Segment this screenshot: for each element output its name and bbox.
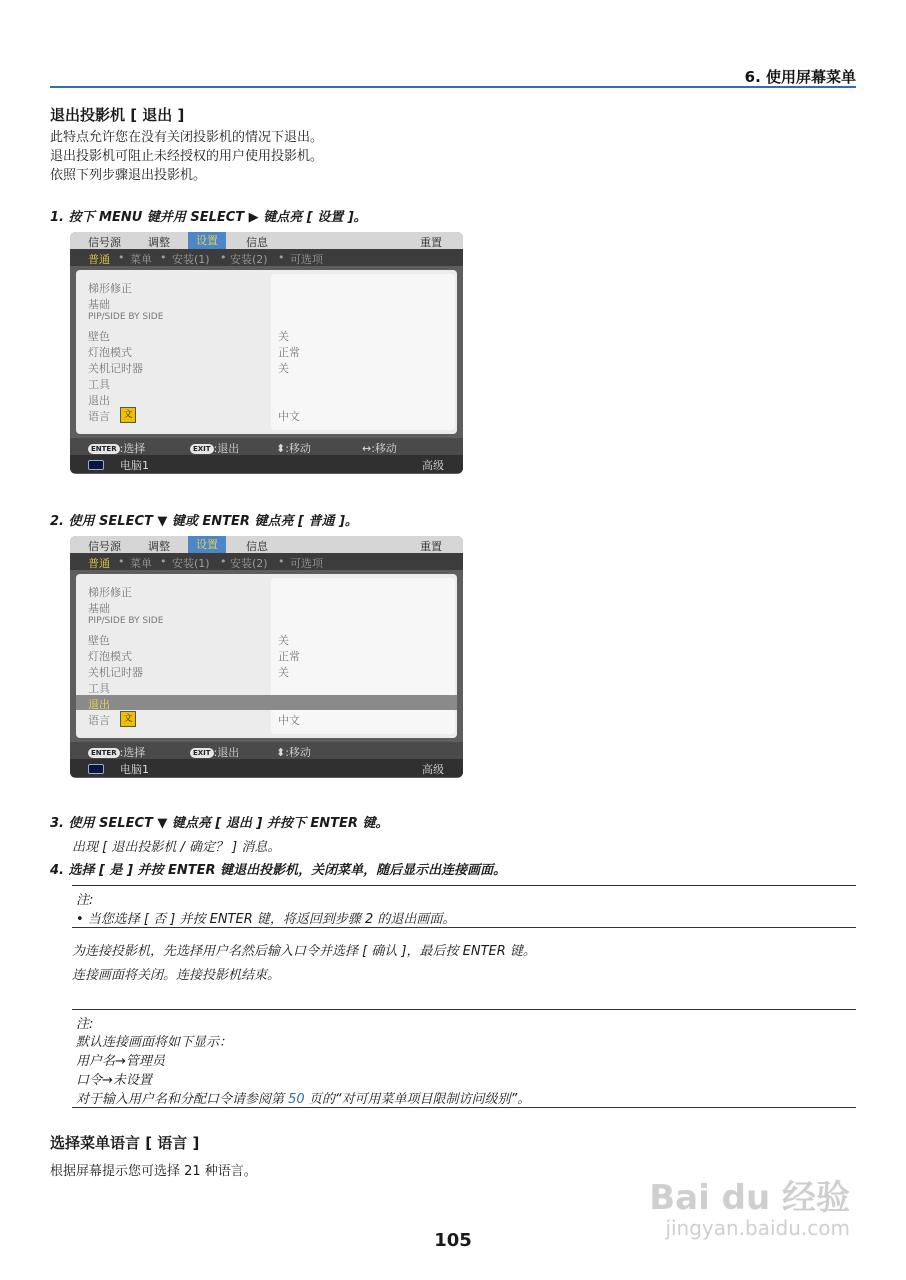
item-lamp-mode[interactable]: 灯泡模式: [88, 346, 132, 359]
exit-key-icon: EXIT: [190, 444, 214, 454]
header-rule: [50, 86, 856, 88]
item-logoff-selected[interactable]: 退出: [88, 698, 110, 711]
intro-line-3: 依照下列步骤退出投影机。: [50, 168, 207, 183]
subtab-menu[interactable]: 菜单: [130, 253, 152, 266]
subtab-install1[interactable]: 安装(1): [172, 557, 210, 570]
item-keystone[interactable]: 梯形修正: [88, 586, 132, 599]
monitor-icon: [88, 764, 104, 774]
item-logoff[interactable]: 退出: [88, 394, 110, 407]
note2-line-1: 默认连接画面将如下显示：: [76, 1035, 233, 1050]
login-end: 连接画面将关闭。连接投影机结束。: [72, 968, 281, 983]
language-icon: 文: [120, 407, 136, 423]
menu-screenshot-2: [70, 536, 463, 778]
menu-tabbar: [70, 536, 463, 553]
item-off-timer[interactable]: 关机记时器: [88, 362, 143, 375]
note2-bottom-rule: [72, 1107, 856, 1108]
subtab-options[interactable]: 可选项: [290, 557, 323, 570]
menu-panel: [76, 270, 457, 434]
item-keystone[interactable]: 梯形修正: [88, 282, 132, 295]
subtab-general[interactable]: 普通: [88, 253, 110, 266]
menu-hints: [70, 742, 463, 759]
menu-hints: [70, 438, 463, 455]
item-basic[interactable]: 基础: [88, 298, 110, 311]
value-wall-color: 关: [278, 634, 289, 647]
value-lamp-mode: 正常: [278, 346, 300, 359]
menu-panel: [76, 574, 457, 738]
tab-adjust[interactable]: 调整: [148, 236, 170, 249]
note2-line-3: 口令→未设置: [76, 1073, 152, 1088]
item-lamp-mode[interactable]: 灯泡模式: [88, 650, 132, 663]
subtab-menu[interactable]: 菜单: [130, 557, 152, 570]
step-3-message: 出现 [ 退出投影机 / 确定？ ] 消息。: [72, 840, 281, 855]
item-tools[interactable]: 工具: [88, 682, 110, 695]
login-instruction: 为连接投影机，先选择用户名然后输入口令并选择 [ 确认 ]，最后按 ENTER 键。: [72, 944, 536, 959]
watermark-brand: Bai du 经验: [649, 1178, 850, 1218]
item-off-timer[interactable]: 关机记时器: [88, 666, 143, 679]
value-wall-color: 关: [278, 330, 289, 343]
item-language[interactable]: 语言: [88, 410, 110, 423]
menu-screenshot-1: [70, 232, 463, 474]
step-3: 3. 使用 SELECT ▼ 键点亮 [ 退出 ] 并按下 ENTER 键。: [50, 816, 389, 831]
menu-subtabs: 普通 • 菜单 • 安装(1) • 安装(2) • 可选项: [70, 249, 463, 266]
item-pip[interactable]: PIP/SIDE BY SIDE: [88, 312, 164, 322]
page-number: 105: [434, 1230, 472, 1251]
language-icon: 文: [120, 711, 136, 727]
value-off-timer: 关: [278, 666, 289, 679]
note1-text: • 当您选择 [ 否 ] 并按 ENTER 键，将返回到步骤 2 的退出画面。: [76, 912, 456, 927]
note2-top-rule: [72, 1009, 856, 1010]
hint-updown: ⬍:移动: [276, 746, 311, 759]
watermark-url: jingyan.baidu.com: [665, 1216, 850, 1240]
tab-source[interactable]: 信号源: [88, 236, 121, 249]
subtab-install2[interactable]: 安装(2): [230, 253, 268, 266]
hint-exit: EXIT :退出: [190, 440, 239, 456]
language-text: 根据屏幕提示您可选择 21 种语言。: [50, 1164, 257, 1179]
section-title-language: 选择菜单语言 [ 语言 ]: [50, 1134, 200, 1152]
source-label: 电脑1: [120, 459, 149, 472]
tab-reset[interactable]: 重置: [420, 540, 442, 553]
hint-leftright: ↔:移动: [362, 442, 397, 455]
selection-highlight: [76, 695, 457, 710]
section-title-exit: 退出投影机 [ 退出 ]: [50, 106, 185, 124]
tab-source[interactable]: 信号源: [88, 540, 121, 553]
chapter-title: 6. 使用屏幕菜单: [744, 68, 856, 86]
level-label: 高级: [422, 459, 444, 472]
menu-subtabs: 普通 • 菜单 • 安装(1) • 安装(2) • 可选项: [70, 553, 463, 570]
menu-footer: [70, 455, 463, 473]
subtab-install1[interactable]: 安装(1): [172, 253, 210, 266]
menu-tabbar: [70, 232, 463, 249]
tab-info[interactable]: 信息: [246, 540, 268, 553]
item-language[interactable]: 语言: [88, 714, 110, 727]
value-language: 中文: [278, 410, 300, 423]
item-wall-color[interactable]: 壁色: [88, 330, 110, 343]
tab-adjust[interactable]: 调整: [148, 540, 170, 553]
subtab-install2[interactable]: 安装(2): [230, 557, 268, 570]
step-4: 4. 选择 [ 是 ] 并按 ENTER 键退出投影机，关闭菜单，随后显示出连接画面。: [50, 863, 507, 878]
note1-label: 注:: [76, 893, 94, 908]
source-label: 电脑1: [120, 763, 149, 776]
tab-reset[interactable]: 重置: [420, 236, 442, 249]
intro-line-1: 此特点允许您在没有关闭投影机的情况下退出。: [50, 130, 324, 145]
tab-info[interactable]: 信息: [246, 236, 268, 249]
subtab-general[interactable]: 普通: [88, 557, 110, 570]
value-lamp-mode: 正常: [278, 650, 300, 663]
item-basic[interactable]: 基础: [88, 602, 110, 615]
intro-line-2: 退出投影机可阻止未经授权的用户使用投影机。: [50, 149, 324, 164]
menu-footer: [70, 759, 463, 777]
exit-key-icon: EXIT: [190, 748, 214, 758]
hint-enter: ENTER :选择: [88, 744, 145, 760]
item-pip[interactable]: PIP/SIDE BY SIDE: [88, 616, 164, 626]
subtab-options[interactable]: 可选项: [290, 253, 323, 266]
note1-top-rule: [72, 885, 856, 886]
enter-key-icon: ENTER: [88, 748, 120, 758]
tab-setup[interactable]: 设置: [188, 232, 226, 249]
enter-key-icon: ENTER: [88, 444, 120, 454]
hint-enter: ENTER :选择: [88, 440, 145, 456]
page-link[interactable]: 50: [288, 1092, 305, 1107]
step-2: 2. 使用 SELECT ▼ 键或 ENTER 键点亮 [ 普通 ]。: [50, 514, 358, 529]
item-wall-color[interactable]: 壁色: [88, 634, 110, 647]
note2-line-4: 对于输入用户名和分配口令请参阅第 50 页的“对可用菜单项目限制访问级别”。: [76, 1092, 531, 1107]
note1-bottom-rule: [72, 927, 856, 928]
hint-exit: EXIT :退出: [190, 744, 239, 760]
note2-label: 注:: [76, 1017, 94, 1032]
value-language: 中文: [278, 714, 300, 727]
monitor-icon: [88, 460, 104, 470]
item-tools[interactable]: 工具: [88, 378, 110, 391]
tab-setup[interactable]: 设置: [188, 536, 226, 553]
value-off-timer: 关: [278, 362, 289, 375]
hint-updown: ⬍:移动: [276, 442, 311, 455]
note2-line-2: 用户名→管理员: [76, 1054, 165, 1069]
step-1: 1. 按下 MENU 键并用 SELECT ▶ 键点亮 [ 设置 ]。: [50, 210, 367, 225]
level-label: 高级: [422, 763, 444, 776]
